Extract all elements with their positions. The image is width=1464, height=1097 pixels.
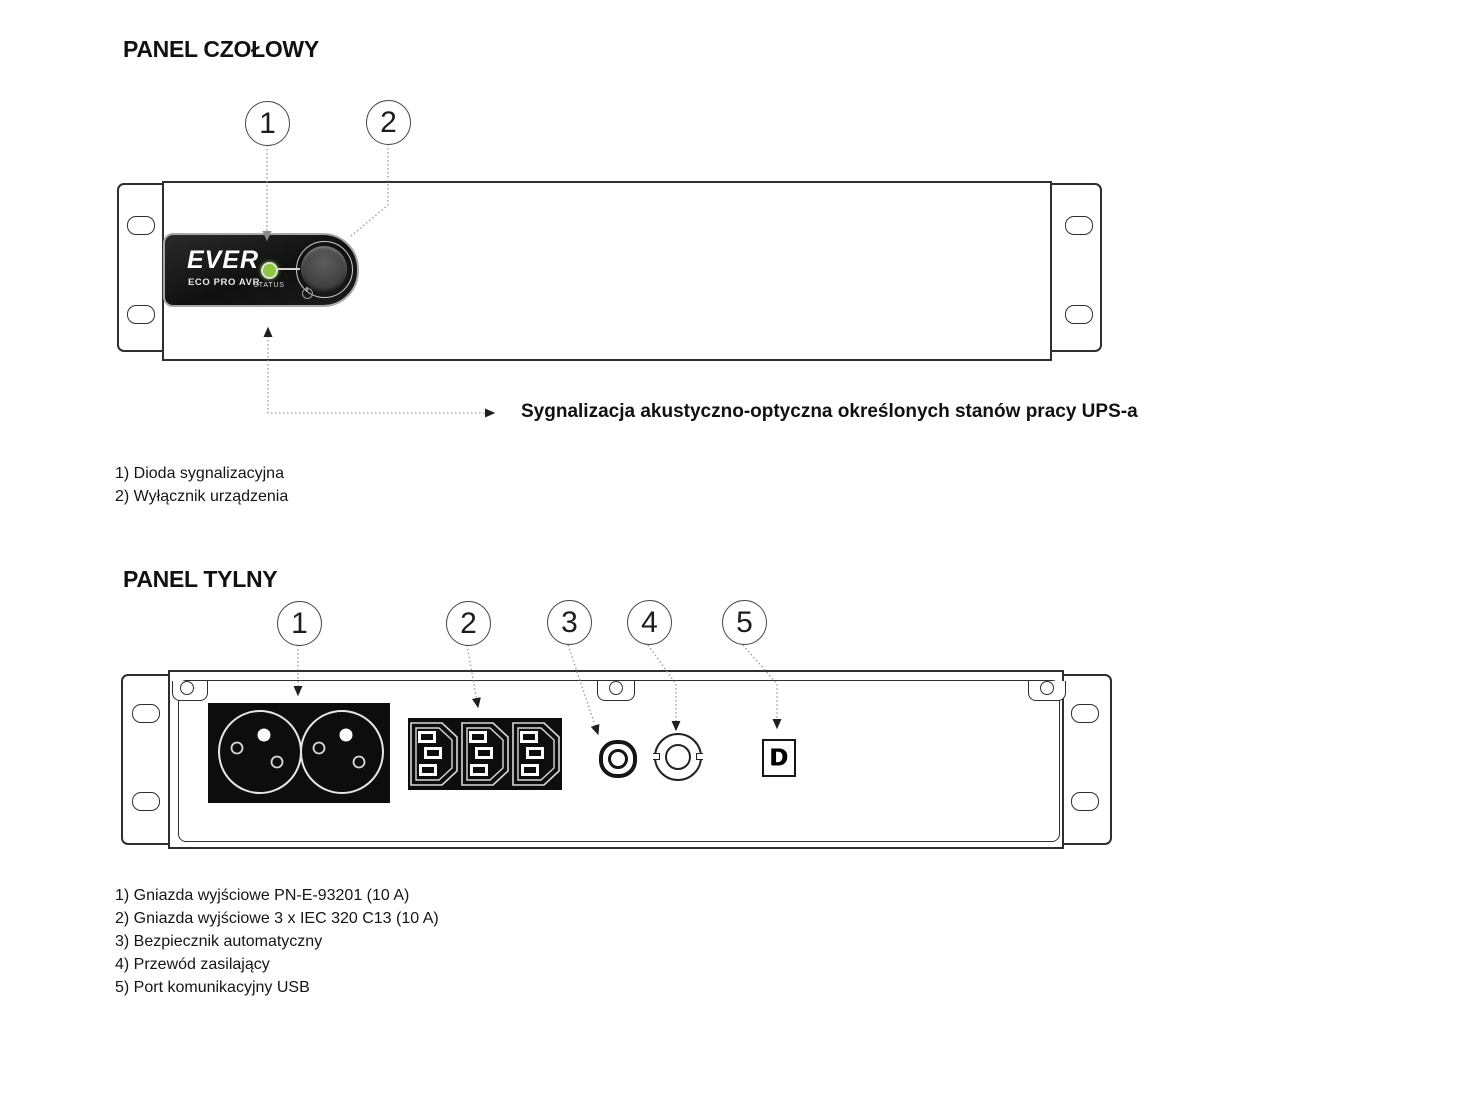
rear-legend	[115, 884, 439, 999]
front-left-ear-hole-bottom	[127, 305, 155, 324]
screw-icon-middle	[609, 681, 623, 695]
front-legend-item-2: 2) Wyłącznik urządzenia	[115, 488, 289, 505]
fuse-breaker[interactable]	[599, 740, 637, 778]
status-label: STATUS	[253, 282, 285, 289]
front-legend	[115, 462, 288, 508]
rear-callout-4-number: 4	[641, 605, 658, 639]
iec-socket-block	[408, 718, 562, 790]
rear-right-mount-ear	[1058, 674, 1112, 845]
rear-left-ear-hole-bottom	[132, 792, 160, 811]
status-led	[261, 262, 278, 279]
rear-callout-2	[446, 601, 491, 646]
rear-callout-5-number: 5	[736, 605, 753, 639]
front-right-ear-hole-bottom	[1065, 305, 1093, 324]
usb-port-glyph: D	[770, 744, 788, 771]
front-legend-item-1: 1) Dioda sygnalizacyjna	[115, 465, 284, 482]
rear-callout-1	[277, 601, 322, 646]
front-right-ear-hole-top	[1065, 216, 1093, 235]
rear-legend-item-2: 2) Gniazda wyjściowe 3 x IEC 320 C13 (10 A)	[115, 910, 439, 927]
front-panel-title: PANEL CZOŁOWY	[123, 36, 319, 62]
front-left-ear-hole-top	[127, 216, 155, 235]
front-right-mount-ear	[1046, 183, 1102, 352]
rear-callout-2-number: 2	[460, 606, 477, 640]
rear-panel-title: PANEL TYLNY	[123, 566, 278, 592]
brand-logo: EVER	[187, 246, 260, 274]
rear-legend-item-3: 3) Bezpiecznik automatyczny	[115, 933, 323, 950]
front-annotation-text: Sygnalizacja akustyczno-optyczna określonych stanów pracy UPS-a	[521, 401, 1138, 422]
rear-left-mount-ear	[121, 674, 174, 845]
usb-port-icon	[762, 739, 796, 777]
rear-callout-1-number: 1	[291, 606, 308, 640]
rear-callout-3	[547, 600, 592, 645]
power-cord-gland	[654, 733, 702, 781]
rear-callout-3-number: 3	[561, 605, 578, 639]
fuse-breaker-button	[608, 749, 628, 769]
rear-right-ear-hole-bottom	[1071, 792, 1099, 811]
rear-legend-item-1: 1) Gniazda wyjściowe PN-E-93201 (10 A)	[115, 887, 410, 904]
front-left-mount-ear	[117, 183, 168, 352]
front-callout-1-number: 1	[259, 106, 276, 140]
rear-callout-5	[722, 600, 767, 645]
front-callout-2	[366, 100, 411, 145]
french-socket-block	[208, 703, 390, 803]
gland-notch-right	[696, 753, 703, 760]
rear-callout-4	[627, 600, 672, 645]
rear-right-ear-hole-top	[1071, 704, 1099, 723]
screw-icon-right	[1040, 681, 1054, 695]
front-control-badge	[163, 233, 359, 307]
model-label: ECO PRO AVR	[188, 277, 261, 288]
front-callout-2-number: 2	[380, 105, 397, 139]
front-callout-1	[245, 101, 290, 146]
gland-notch-left	[653, 753, 660, 760]
screw-icon-left	[180, 681, 194, 695]
power-icon	[302, 288, 313, 299]
rear-legend-item-4: 4) Przewód zasilający	[115, 956, 270, 973]
rear-left-ear-hole-top	[132, 704, 160, 723]
rear-legend-item-5: 5) Port komunikacyjny USB	[115, 979, 310, 996]
power-button[interactable]	[301, 246, 347, 292]
power-cord-hole	[665, 744, 691, 770]
